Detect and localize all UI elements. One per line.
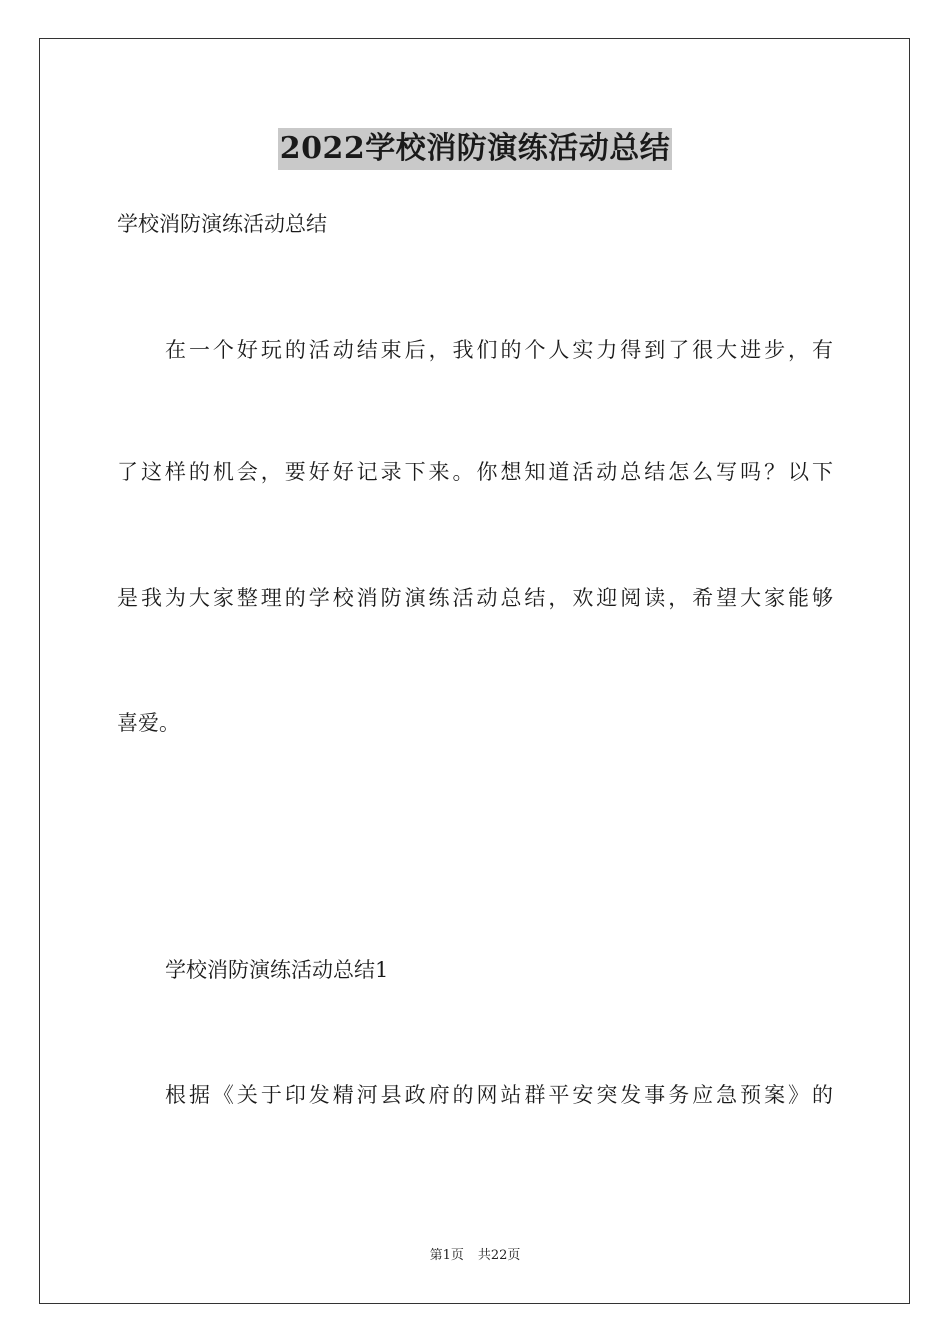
page-footer (0, 1246, 950, 1266)
intro-line-1: 在一个好玩的活动结束后，我们的个人实力得到了很大进步，有 (165, 338, 833, 362)
intro-line-4: 喜爱。 (117, 711, 180, 735)
document-subtitle: 学校消防演练活动总结 (117, 212, 327, 236)
document-title: 2022学校消防演练活动总结 (278, 128, 673, 170)
body-line-1: 根据《关于印发精河县政府的网站群平安突发事务应急预案》的 (165, 1083, 833, 1107)
section-heading: 学校消防演练活动总结1 (165, 958, 389, 982)
title-area (0, 128, 950, 170)
intro-line-2: 了这样的机会，要好好记录下来。你想知道活动总结怎么写吗？以下 (117, 460, 833, 484)
intro-line-3: 是我为大家整理的学校消防演练活动总结，欢迎阅读，希望大家能够 (117, 586, 833, 610)
page-number-total: 共22页 (477, 1248, 521, 1263)
page-number-current: 第1页 (429, 1248, 464, 1263)
